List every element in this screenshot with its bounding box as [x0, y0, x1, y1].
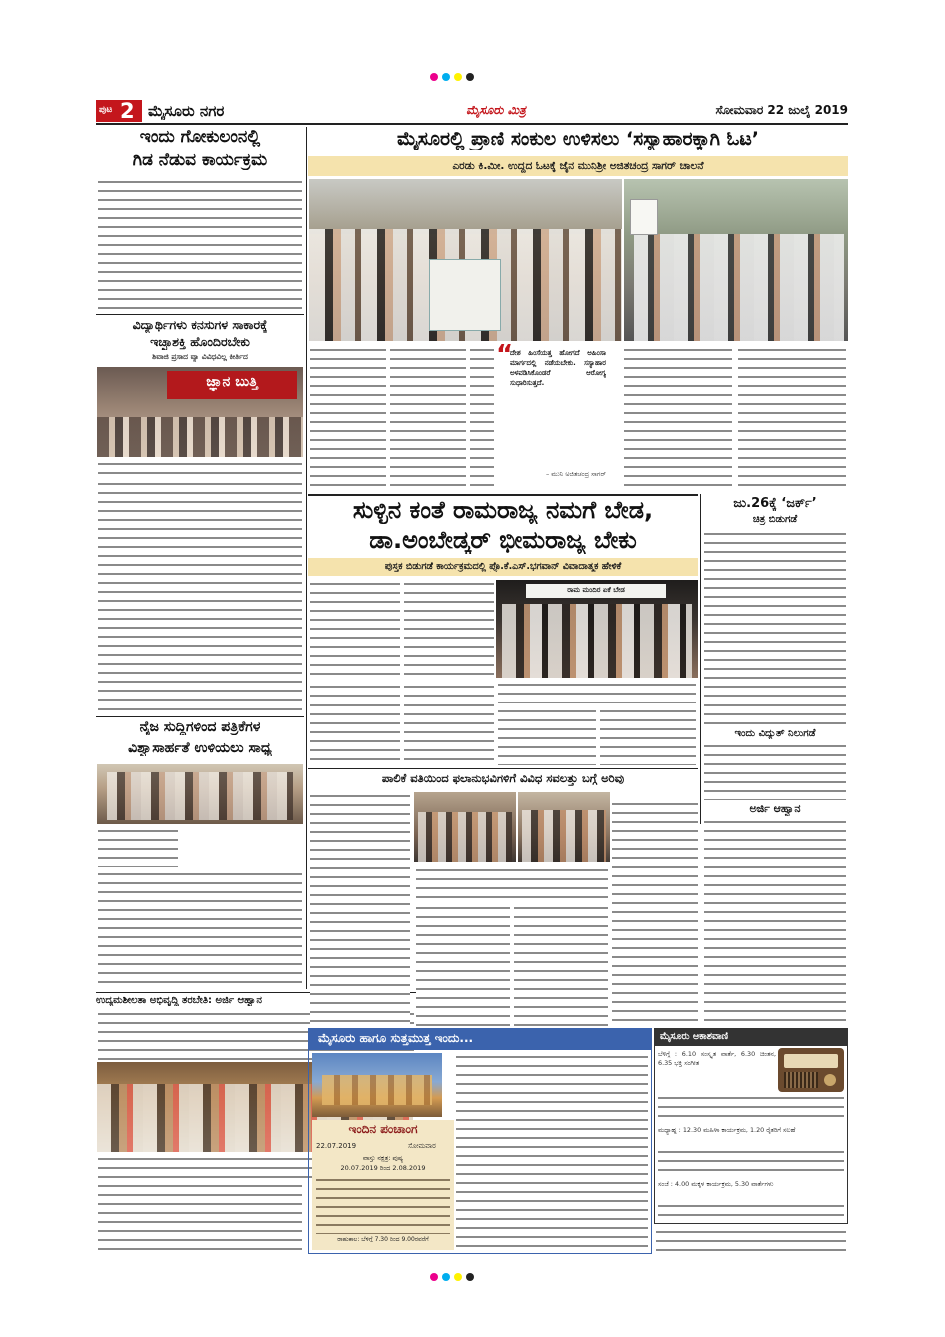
story3-body-text: [98, 870, 302, 990]
audience-row: [97, 417, 303, 457]
civic-photo-caption: [416, 866, 608, 900]
story2-kicker: ಶಿವಾಜಿ ಪ್ರಸಾದ ವ್ಯಾ ವಿವಿಧವಿಲ್ಲ ಕೀರ್ತಿದ: [152, 352, 248, 361]
lead-photo-main: [309, 179, 622, 341]
page-number-badge: [96, 100, 142, 122]
center-body-col3: [310, 683, 400, 765]
stage-figures: [502, 604, 692, 678]
stage-banner-text: ರಾಮ ಮಂದಿರ ಏಕೆ ಬೇಡ: [567, 586, 625, 594]
page-number: 2: [120, 99, 135, 123]
book-photo-caption: [498, 681, 696, 703]
story2-body-text: [98, 480, 302, 712]
press-figures: [107, 772, 293, 820]
radio-title: ಮೈಸೂರು ಆಕಾಶವಾಣಿ: [660, 1031, 729, 1042]
radio-header: [654, 1028, 848, 1046]
quote-author: – ಮುನಿ ಅಜಿತಚಂದ್ರ ಸಾಗರ್: [545, 470, 606, 478]
center-headline-line1: ಸುಳ್ಳಿನ ಕಂತೆ ರಾಮರಾಜ್ಯ ನಮಗೆ ಬೇಡ,: [352, 496, 654, 524]
story2-headline-line2: ಇಚ್ಛಾಶಕ್ತಿ ಹೊಂದಿರಬೇಕು: [150, 334, 250, 349]
story3-rule: [96, 716, 304, 717]
center-body-col4: [404, 683, 494, 765]
stage-banner: [526, 584, 666, 598]
civic-body-col1: [310, 792, 410, 1028]
right-story-body: [704, 530, 846, 726]
center-body-col5: [498, 707, 596, 765]
right-story-headline-line2: ಚಿತ್ರ ಬಿಡುಗಡೆ: [752, 514, 798, 525]
radio-dial: [784, 1054, 838, 1068]
book-release-photo: [496, 580, 698, 678]
right-story-headline-line1: ಜು.26ಕ್ಕೆ ‘ಜರ್ಕ್’: [733, 496, 817, 511]
events-list-right: [456, 1053, 648, 1249]
civic-photo-1-people: [418, 812, 512, 862]
power-cut-headline: ಇಂದು ವಿದ್ಯುತ್ ನಿಲುಗಡೆ: [734, 728, 816, 739]
banner-text: ಜ್ಞಾನ ಬುತ್ತಿ: [206, 374, 258, 390]
radio-icon: [778, 1048, 844, 1092]
center-body-col2: [404, 580, 494, 678]
lead-headline-banner: [308, 127, 848, 154]
panchanga-box: [312, 1120, 454, 1250]
paper-name: ಮೈಸೂರು ಮಿತ್ರ: [466, 103, 526, 117]
panchanga-day: ಸೋಮವಾರ: [408, 1142, 436, 1150]
story3-caption: [98, 827, 178, 867]
civic-body-col3: [514, 904, 608, 1028]
civic-headline: ಪಾಲಿಕೆ ವತಿಯಿಂದ ಫಲಾನುಭವಿಗಳಿಗೆ ವಿವಿಧ ಸವಲತ್ತು ಬಗ್ಗೆ ಅರಿವು: [381, 771, 625, 785]
civic-photo-2: [518, 792, 610, 862]
banner-red: [167, 371, 297, 399]
civic-top-rule: [308, 768, 698, 769]
center-headline-line2: ಡಾ.ಅಂಬೇಡ್ಕರ್ ಭೀಮರಾಜ್ಯ ಬೇಕು: [369, 526, 637, 554]
radio-line-2: ಮಧ್ಯಾಹ್ನ : 12.30 ಮಹಿಳಾ ಕಾರ್ಯಕ್ರಮ, 1.20 ರೈತರಿಗೆ ಸಲಹೆ: [658, 1126, 796, 1134]
mysore-palace-photo: [312, 1053, 442, 1117]
lead-body-col2: [390, 346, 466, 492]
lead-body-col1: [310, 346, 386, 492]
radio-schedule-1: [658, 1094, 844, 1124]
flag: [630, 199, 658, 235]
radio-line-1: ಬೆಳಿಗ್ಗೆ : 6.10 ಸಂಸ್ಕೃತ ವಾರ್ತೆ, 6.30 ಚಿಂತನ, 6.35 ಭಕ್ತಿ ಸಂಗೀತ: [658, 1050, 776, 1067]
story4-headline: ಉದ್ಯಮಶೀಲತಾ ಅಭಿವೃದ್ಧಿ ತರಬೇತಿ: ಅರ್ಜಿ ಆಹ್ವಾನ: [96, 995, 262, 1006]
lead-photo-run: [624, 179, 848, 341]
story2-rule: [96, 314, 304, 315]
panchanga-range: 20.07.2019 ರಿಂದ 2.08.2019: [340, 1164, 426, 1172]
gyana-butti-photo: [97, 367, 303, 457]
story1-body-text: [98, 178, 302, 310]
panchanga-title: ಇಂದಿನ ಪಂಚಾಂಗ: [348, 1122, 418, 1136]
press-photo: [97, 764, 303, 824]
column-divider-1: [306, 127, 307, 989]
center-subhead-bar: [308, 558, 698, 576]
masthead: [96, 100, 848, 122]
section-name: ಮೈಸೂರು ನಗರ: [148, 102, 225, 120]
held-banner: [429, 259, 501, 331]
application-body: [704, 818, 846, 1044]
lead-body-col5: [738, 346, 846, 492]
lead-body-col4: [624, 346, 732, 492]
civic-photo-1: [414, 792, 516, 862]
lead-body-col3: [470, 346, 494, 492]
palace-silhouette: [309, 179, 622, 234]
photo-caption: [98, 460, 302, 476]
story2-headline-line1: ವಿದ್ಯಾರ್ಥಿಗಳು ಕನಸುಗಳ ಸಾಕಾರಕ್ಕೆ: [132, 317, 268, 332]
civic-photo-2-people: [522, 810, 606, 862]
bottom-right-text: [656, 1228, 846, 1254]
story1-headline-line1: ಇಂದು ಗೋಕುಲಂನಲ್ಲಿ: [139, 127, 261, 147]
issue-date: ಸೋಮವಾರ 22 ಜುಲೈ 2019: [715, 103, 848, 117]
application-headline: ಅರ್ಜಿ ಆಹ್ವಾನ: [749, 802, 801, 815]
lead-headline: ಮೈಸೂರಲ್ಲಿ ಪ್ರಾಣಿ ಸಂಕುಲ ಉಳಿಸಲು ‘ಸಸ್ಯಾಹಾರಕ್ಕಾಗಿ ಓಟ’: [397, 128, 759, 150]
radio-schedule-3: [658, 1202, 844, 1220]
quote-mark-icon: “: [496, 340, 514, 370]
story1-headline-line2: ಗಿಡ ನೆಡುವ ಕಾರ್ಯಕ್ರಮ: [132, 150, 268, 170]
palace-domes: [322, 1075, 432, 1105]
panchanga-date: 22.07.2019: [316, 1142, 357, 1150]
runners: [634, 234, 844, 341]
events-title: ಮೈಸೂರು ಹಾಗೂ ಸುತ್ತಮುತ್ತ ಇಂದು...: [318, 1031, 474, 1045]
power-cut-body: [704, 742, 846, 800]
left-continued-text: [98, 1182, 302, 1254]
radio-schedule-2: [658, 1148, 844, 1178]
panchanga-details: [316, 1176, 450, 1234]
radio-knob: [824, 1074, 836, 1086]
lead-subhead: ಎರಡು ಕಿ.ಮೀ. ಉದ್ದದ ಓಟಕ್ಕೆ ಜೈನ ಮುನಿಶ್ರೀ ಅಜಿತಚಂದ್ರ ಸಾಗರ್ ಚಾಲನೆ: [452, 160, 704, 172]
center-body-col1: [310, 580, 400, 678]
panchanga-nakshatra: ವಾಸ್ತು ನಕ್ಷತ್ರ: ಪುಷ್ಯ: [362, 1154, 404, 1162]
panchanga-rahukala: ರಾಹುಕಾಲ: ಬೆಳಿಗ್ಗೆ 7.30 ರಿಂದ 9.00ರವರೆಗೆ: [337, 1236, 429, 1243]
story3-headline-line2: ವಿಶ್ವಾಸಾರ್ಹತೆ ಉಳಿಯಲು ಸಾಧ್ಯ: [128, 740, 272, 756]
radio-speaker: [784, 1072, 818, 1088]
registration-marks-top: [430, 66, 550, 76]
column-divider-2: [700, 494, 701, 824]
radio-line-3: ಸಂಜೆ : 4.00 ಮಕ್ಕಳ ಕಾರ್ಯಕ್ರಮ, 5.30 ವಾರ್ತೆಗಳು: [658, 1180, 774, 1188]
registration-marks-bottom: [430, 1266, 550, 1276]
story3-headline-line1: ನೈಜ ಸುದ್ದಿಗಳಿಂದ ಪತ್ರಿಕೆಗಳ: [139, 719, 261, 735]
lead-subhead-bar: [308, 156, 848, 176]
civic-body-col4: [612, 800, 698, 1028]
events-header: [308, 1028, 652, 1050]
civic-body-col2: [416, 904, 510, 1028]
center-subhead: ಪುಸ್ತಕ ಬಿಡುಗಡೆ ಕಾರ್ಯಕ್ರಮದಲ್ಲಿ ಪ್ರೊ.ಕೆ.ಎಸ್.ಭಗವಾನ್ ವಿವಾದಾತ್ಮಕ ಹೇಳಿಕೆ: [384, 561, 622, 572]
quote-text: ದೇಶ ಹಿಂಸೆಯತ್ತ ಹೋಗದೆ ಅಹಿಂಸಾ ಮಾರ್ಗದಲ್ಲಿ ನಡೆಯಬೇಕು. ಸಸ್ಯಾಹಾರ ಅಳವಡಿಸಿಕೊಂಡರೆ ಆರೋಗ್ಯ ಸುಧಾರಿಸುತ್ತದೆ.: [510, 349, 606, 387]
masthead-rule: [96, 123, 848, 125]
lead-quote-box: [496, 340, 608, 492]
page-label: ಪುಟ: [99, 105, 113, 115]
center-body-col6: [600, 707, 696, 765]
